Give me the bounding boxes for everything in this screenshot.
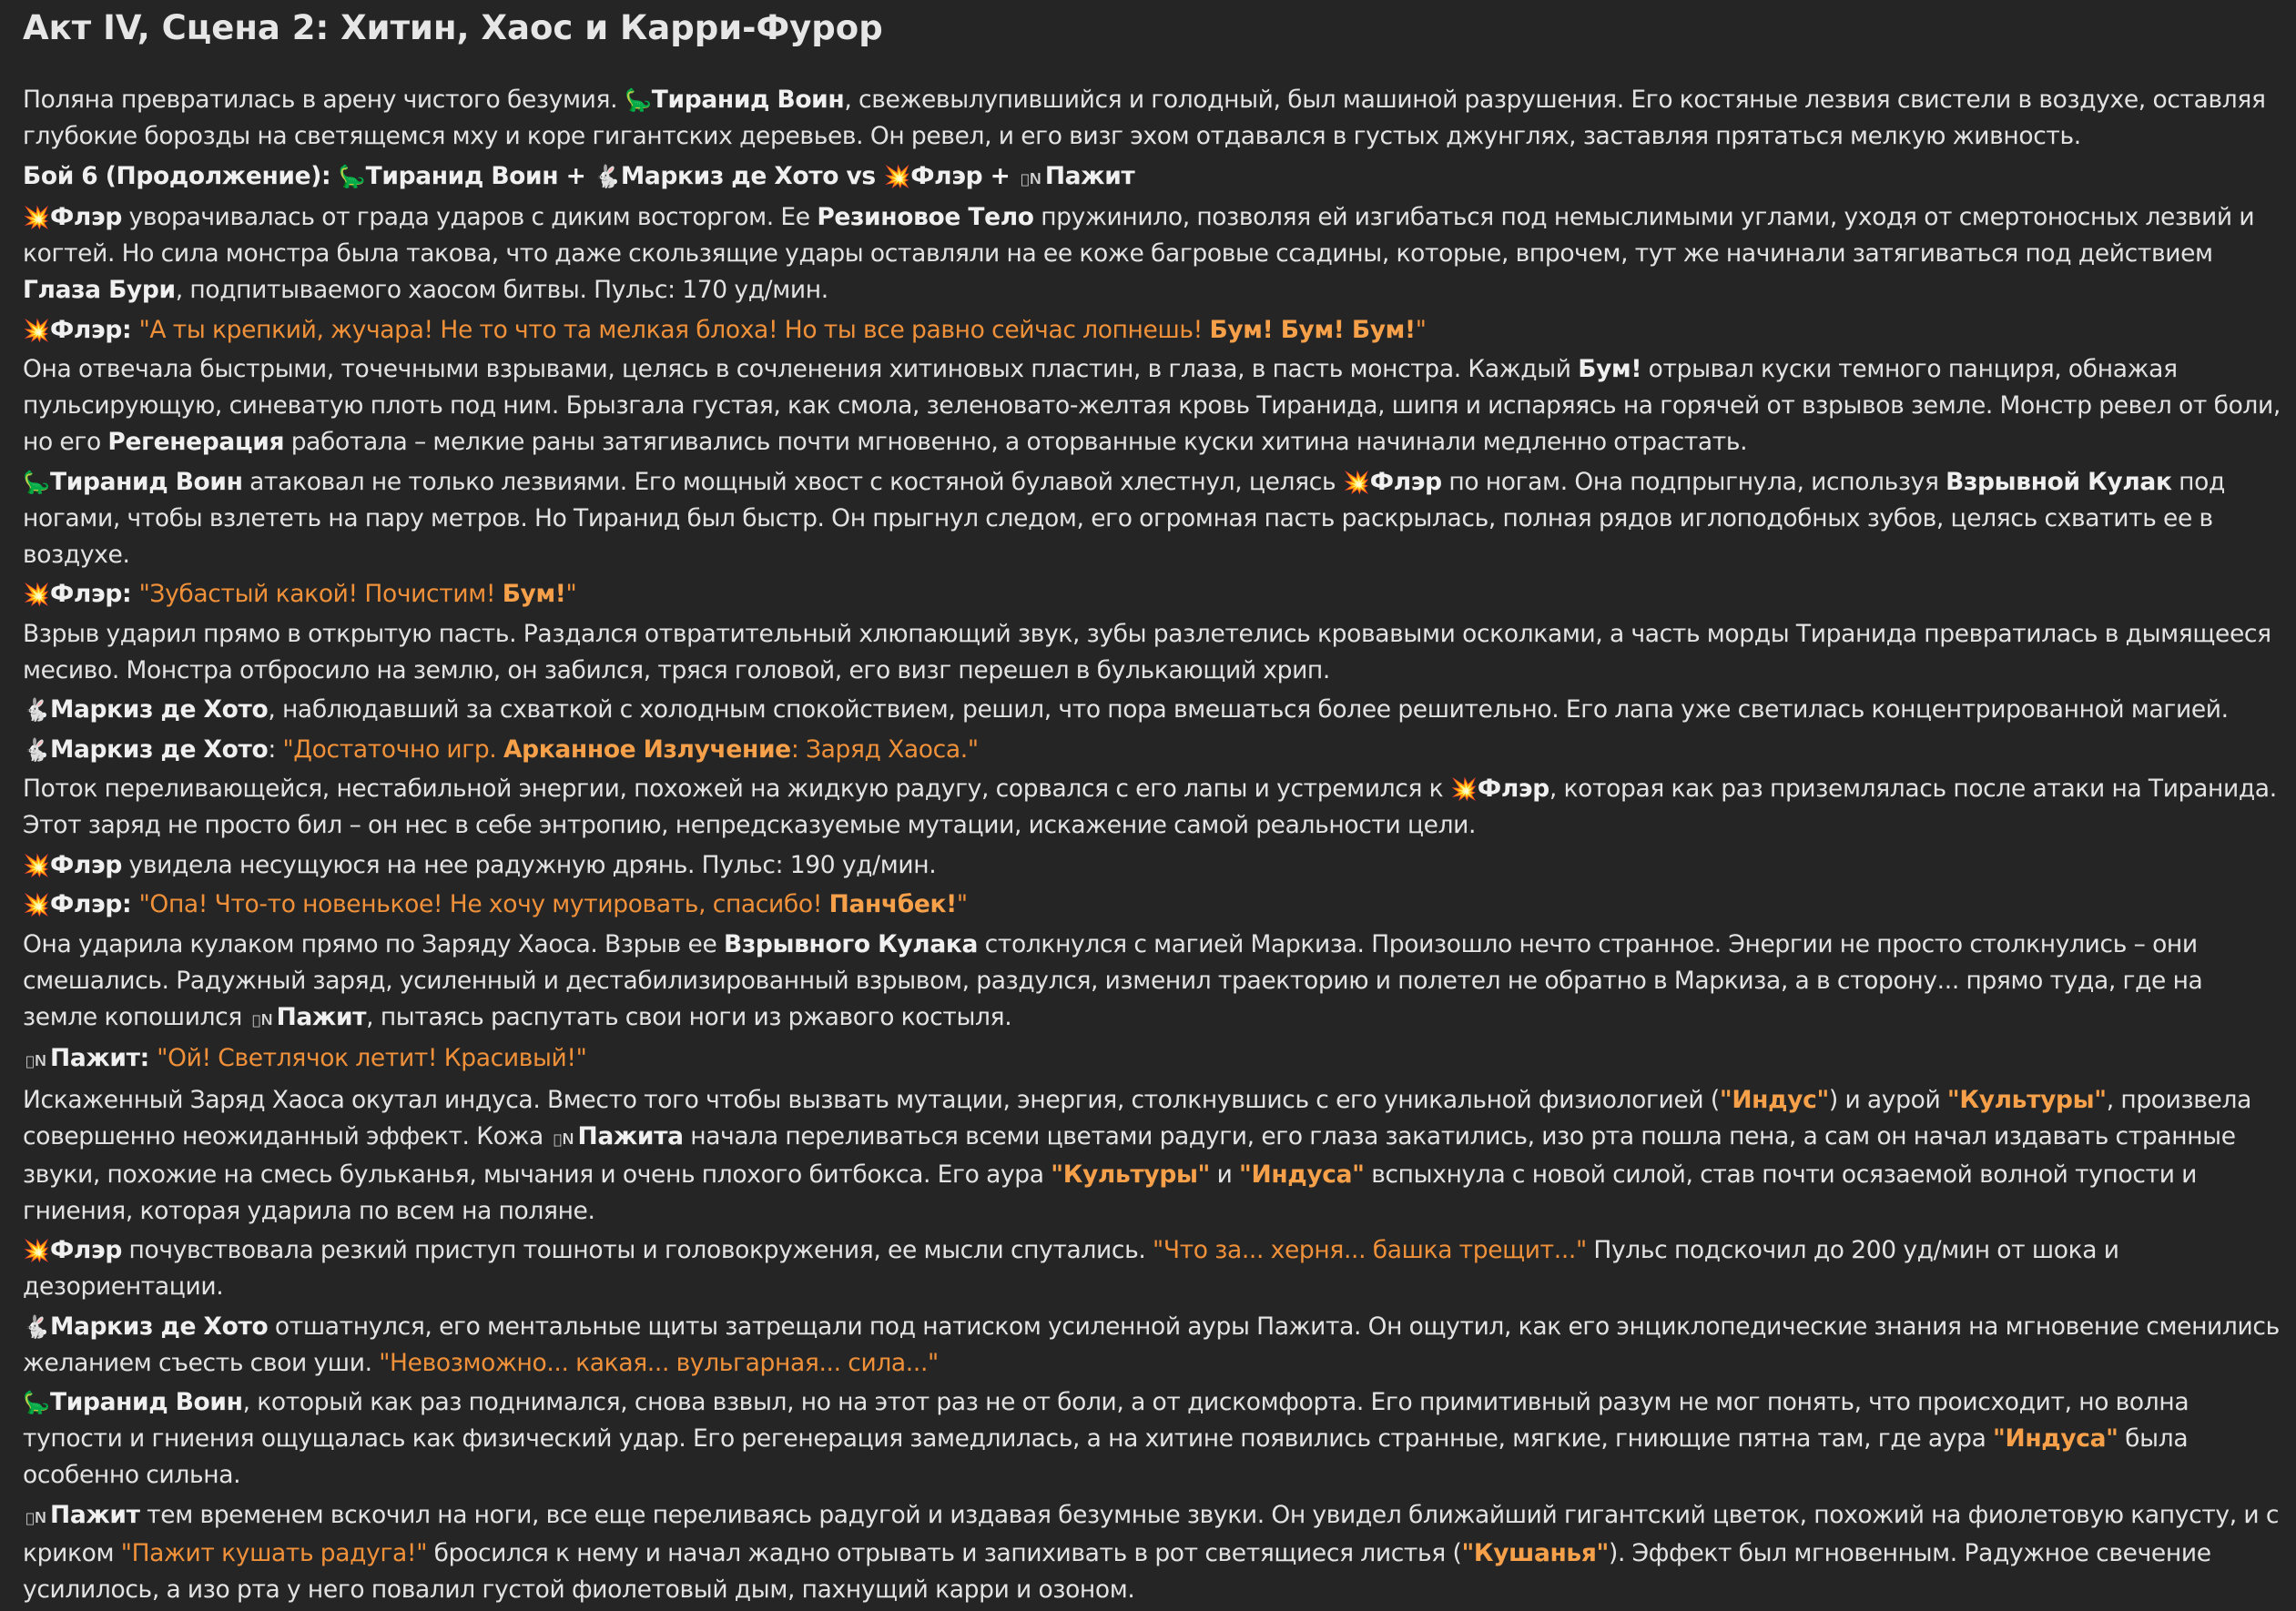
explosion-icon: 💥 — [1450, 776, 1478, 802]
narration-text: по ногам. Она подпрыгнула, используя — [1441, 467, 1946, 496]
narration-text: , наблюдавший за схваткой с холодным спокойствием, решил, что пора вмешаться более решительно. Его лапа уже светилась концентрированной магией. — [268, 695, 2229, 724]
quote-text: "Достаточно игр. — [282, 735, 503, 764]
story-paragraph — [23, 847, 2281, 884]
india-flag-icon: ɪɴ — [25, 1049, 47, 1071]
explosion-icon: 💥 — [23, 205, 50, 230]
bold-text: Флэр — [50, 850, 122, 879]
explosion-icon: 💥 — [23, 582, 50, 607]
bold-text: : — [121, 580, 139, 608]
narration-text: под ногами, чтобы взлететь на пару метров. Но Тиранид был быстр. Он прыгнул следом, его огромная пасть раскрылась, полная рядов иглоподобных зубов, целясь схватить ее в воздухе. — [23, 467, 2225, 569]
narration-text: Искаженный Заряд Хаоса окутал индуса. Вместо того чтобы вызвать мутации, энергия, столкнувшись с его уникальной физиологией ( — [23, 1085, 1720, 1114]
story-document — [23, 0, 2281, 1611]
bold-text: Тиранид Воин — [50, 467, 243, 496]
narration-text: вспыхнула с новой силой, став почти осязаемой волной тупости и гниения, которая ударила по всем на поляне. — [23, 1160, 2198, 1225]
bold-text: Тиранид Воин — [651, 86, 845, 114]
narration-text: Пульс подскочил до 200 уд/мин от шока и дезориентации. — [23, 1236, 2119, 1301]
story-paragraph — [23, 1309, 2281, 1382]
bold-text: Флэр + — [910, 161, 1018, 190]
bold-text: Флэр — [50, 580, 122, 608]
story-paragraph — [23, 1082, 2281, 1230]
rabbit-icon: 🐇 — [23, 697, 50, 723]
narration-text: атаковал не только лезвиями. Его мощный хвост с костяной булавой хлестнул, целясь — [242, 467, 1343, 496]
narration-text: Она ударила кулаком прямо по Заряду Хаоса. Взрыв ее — [23, 929, 724, 958]
quote-bold-text: "Кушанья" — [1461, 1538, 1609, 1567]
narration-text: ). Эффект был мгновенным. Радужное свечение усилилось, а изо рта у него повалил густой фиолетовый дым, пахнущий карри и озоном. — [23, 1538, 2211, 1604]
narration-text: пружинило, позволяя ей изгибаться под немыслимыми углами, уходя от смертоносных лезвий и когтей. Но сила монстра была такова, что даже скользящие удары оставляли на ее коже багровые ссадины, которые, впрочем, тут же начинали затягиваться под действием — [23, 203, 2255, 268]
quote-text: "Зубастый какой! Почистим! — [138, 580, 503, 608]
story-paragraph — [23, 1497, 2281, 1608]
story-paragraph — [23, 158, 2281, 197]
narration-text: , свежевылупившийся и голодный, был машиной разрушения. Его костяные лезвия свистели в воздухе, оставляя глубокие борозды на светящемся мху и коре гигантских деревьев. Он ревел, и его визг эхом отдавался в густых джунглях, заставляя прятаться мелкую живность. — [23, 86, 2266, 150]
narration-text: Взрыв ударил прямо в открытую пасть. Раздался отвратительный хлюпающий звук, зубы разлетелись кровавыми осколками, а часть морды Тиранида превратилась в дымящееся месиво. Монстра отбросило на землю, он забился, тряся головой, его визг перешел в булькающий хрип. — [23, 619, 2271, 684]
rabbit-icon: 🐇 — [23, 1313, 50, 1340]
quote-bold-text: Арканное Излучение — [503, 735, 791, 764]
bold-text: Глаза Бури — [23, 276, 176, 304]
quote-bold-text: Бум! — [502, 580, 566, 608]
story-paragraph — [23, 1384, 2281, 1494]
bold-text: Бум! — [1578, 355, 1642, 383]
quote-bold-text: "Индуса" — [1239, 1160, 1365, 1189]
bold-text: Маркиз де Хото — [50, 1312, 269, 1341]
bold-text: Регенерация — [107, 428, 285, 456]
page-title: Акт IV, Сцена 2: Хитин, Хаос и Карри-Фурор — [23, 8, 883, 47]
narration-text: бросился к нему и начал жадно отрывать и запихивать в рот светящиеся листья ( — [427, 1538, 1462, 1567]
narration-text: , подпитываемого хаосом битвы. Пульс: 170 уд/мин. — [175, 276, 828, 304]
explosion-icon: 💥 — [1343, 469, 1370, 495]
bold-text: Пажит — [1044, 161, 1135, 190]
narration-text: работала – мелкие раны затягивались почти мгновенно, а оторванные куски хитина начинали медленно отрастать. — [284, 428, 1748, 456]
narration-text: была особенно сильна. — [23, 1424, 2189, 1489]
india-flag-icon: ɪɴ — [25, 1505, 47, 1528]
bold-text: Пажит — [50, 1500, 140, 1529]
story-paragraph — [23, 616, 2281, 689]
bold-text: Пажит — [276, 1002, 367, 1031]
narration-text: Поток переливающейся, нестабильной энергии, похожей на жидкую радугу, сорвался с его лапы и устремился к — [23, 775, 1450, 803]
explosion-icon: 💥 — [23, 1238, 50, 1263]
story-paragraph — [23, 464, 2281, 573]
quote-text: "Что за... херня... башка трещит..." — [1153, 1236, 1587, 1264]
narration-text: почувствовала резкий приступ тошноты и головокружения, ее мысли спутались. — [121, 1236, 1153, 1264]
bold-text: Флэр — [1477, 775, 1549, 803]
quote-bold-text: "Индуса" — [1993, 1424, 2118, 1453]
dinosaur-icon: 🦕 — [23, 469, 50, 495]
narration-text: Поляна превратилась в арену чистого безумия. — [23, 86, 625, 114]
narration-text: отшатнулся, его ментальные щиты затрещали под натиском усиленной ауры Пажита. Он ощутил, как его энциклопедические знания на мгновение сменились желанием съесть свои уши. — [23, 1312, 2280, 1377]
dinosaur-icon: 🦕 — [338, 163, 366, 189]
rabbit-icon: 🐇 — [594, 163, 621, 189]
quote-text: "Опа! Что-то новенькое! Не хочу мутировать, спасибо! — [138, 890, 829, 918]
bold-text: : — [121, 315, 139, 344]
narration-text: , произвела совершенно неожиданный эффект. Кожа — [23, 1085, 2251, 1150]
quote-bold-text: Панчбек! — [828, 890, 957, 918]
narration-text: отрывал куски темного панциря, обнажая пульсирующую, синеватую плоть под ним. Брызгала густая, как смола, зеленовато-желтая кровь Тиранида, шипя и испаряясь на горячей от взрывов земле. Монстр ревел от боли, но его — [23, 355, 2281, 456]
story-paragraph — [23, 351, 2281, 461]
story-paragraph — [23, 1040, 2281, 1079]
bold-text: Маркиз де Хото — [50, 735, 269, 764]
bold-text: Пажита — [577, 1121, 684, 1150]
narration-text: уворачивалась от града ударов с диким восторгом. Ее — [121, 203, 818, 231]
bold-text: Флэр — [1369, 467, 1442, 496]
bold-text: Флэр — [50, 1236, 122, 1264]
narration-text: начала переливаться всеми цветами радуги, его глаза закатились, изо рта пошла пена, а сам он начал издавать странные звуки, похожие на смесь бульканья, мычания и очень плохого битбокса. Его аура — [23, 1121, 2236, 1189]
narration-text: и — [1210, 1160, 1240, 1189]
bold-text: Тиранид Воин + — [365, 161, 594, 190]
quote-text: "Пажит кушать радуга!" — [120, 1538, 428, 1567]
story-paragraph — [23, 312, 2281, 349]
india-flag-icon: ɪɴ — [554, 1126, 574, 1150]
bold-text: : — [121, 890, 139, 918]
bold-text: : — [139, 1044, 157, 1072]
quote-bold-text: "Культуры" — [1946, 1085, 2107, 1114]
bold-text: Пажит — [50, 1044, 140, 1072]
narration-text: : — [268, 735, 283, 764]
bold-text: Флэр — [50, 890, 122, 918]
bold-text: Тиранид Воин — [50, 1388, 243, 1416]
bold-text: Маркиз де Хото vs — [620, 161, 884, 190]
narration-text: столкнулся с магией Маркиза. Произошло нечто странное. Энергии не просто столкнулись – они смешались. Радужный заряд, усиленный и дестабилизированный взрывом, раздулся, изменил траекторию и полетел не обратно в Маркиза, а в сторону... прямо туда, где на земле копошился — [23, 929, 2203, 1031]
bold-text: Резиновое Тело — [817, 203, 1034, 231]
quote-text: " — [1415, 315, 1427, 344]
story-paragraph — [23, 1232, 2281, 1305]
quote-text: " — [565, 580, 577, 608]
story-paragraph — [23, 82, 2281, 155]
narration-text: Она отвечала быстрыми, точечными взрывами, целясь в сочленения хитиновых пластин, в глаза, в пасть монстра. Каждый — [23, 355, 1579, 383]
quote-text: "Ой! Светлячок летит! Красивый!" — [157, 1044, 587, 1072]
quote-bold-text: "Культуры" — [1051, 1160, 1211, 1189]
narration-text: , пытаясь распутать свои ноги из ржавого костыля. — [366, 1002, 1012, 1031]
story-paragraph — [23, 771, 2281, 844]
bold-text: Маркиз де Хото — [50, 695, 269, 724]
bold-text: Взрывной Кулак — [1946, 467, 2172, 496]
story-paragraph — [23, 887, 2281, 923]
explosion-icon: 💥 — [23, 892, 50, 917]
bold-text: Бой 6 (Продолжение): — [23, 161, 339, 190]
dinosaur-icon: 🦕 — [624, 87, 652, 113]
bold-text: Взрывного Кулака — [723, 929, 979, 958]
india-flag-icon: ɪɴ — [1021, 166, 1042, 189]
story-body — [23, 82, 2281, 1608]
story-paragraph — [23, 732, 2281, 768]
narration-text: ) и аурой — [1828, 1085, 1947, 1114]
story-paragraph — [23, 199, 2281, 309]
story-paragraph — [23, 692, 2281, 728]
india-flag-icon: ɪɴ — [252, 1007, 274, 1030]
bold-text: Флэр — [50, 203, 122, 231]
narration-text: , которая как раз приземлялась после атаки на Тиранида. Этот заряд не просто бил – он нес в себе энтропию, непредсказуемые мутации, искажение самой реальности цели. — [23, 775, 2277, 839]
explosion-icon: 💥 — [883, 163, 910, 189]
story-paragraph — [23, 576, 2281, 613]
quote-text: "А ты крепкий, жучара! Не то что та мелкая блоха! Но ты все равно сейчас лопнешь! — [138, 315, 1210, 344]
explosion-icon: 💥 — [23, 317, 50, 343]
bold-text: Флэр — [50, 315, 122, 344]
rabbit-icon: 🐇 — [23, 736, 50, 763]
quote-text: "Невозможно... какая... вульгарная... сила..." — [379, 1348, 939, 1377]
quote-text: : Заряд Хаоса." — [790, 735, 979, 764]
quote-text: " — [956, 890, 968, 918]
quote-bold-text: "Индус" — [1719, 1085, 1829, 1114]
story-paragraph — [23, 927, 2281, 1038]
dinosaur-icon: 🦕 — [23, 1390, 50, 1415]
quote-bold-text: Бум! Бум! Бум! — [1209, 315, 1416, 344]
narration-text: , который как раз поднимался, снова взвыл, но на этот раз не от боли, а от дискомфорта. Его примитивный разум не мог понять, что происходит, но волна тупости и гниения ощущалась как физический удар. Его регенерация замедлилась, а на хитине появились странные, мягкие, гниющие пятна там, где аура — [23, 1388, 2189, 1453]
narration-text: увидела несущуюся на нее радужную дрянь. Пульс: 190 уд/мин. — [121, 850, 937, 879]
narration-text: тем временем вскочил на ноги, все еще переливаясь радугой и издавая безумные звуки. Он увидел ближайший гигантский цветок, похожий на фиолетовую капусту, и с криком — [23, 1500, 2280, 1567]
explosion-icon: 💥 — [23, 852, 50, 878]
